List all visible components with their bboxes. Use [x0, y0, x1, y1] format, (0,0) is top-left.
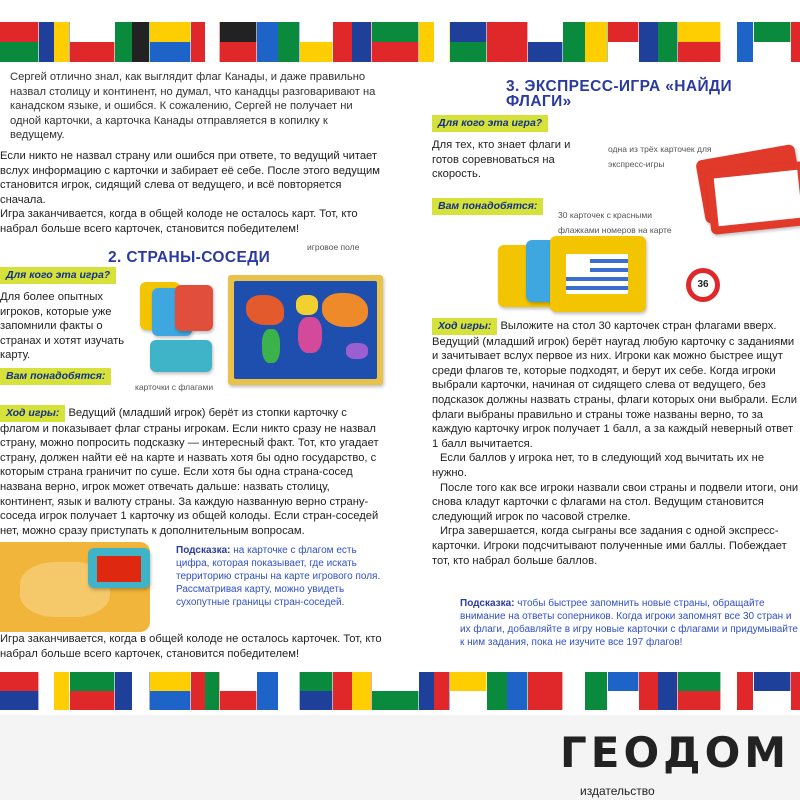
move-tag: Ход игры: — [432, 318, 497, 335]
for-whom-label: Для кого эта игра? — [0, 267, 116, 284]
label-30-cards: 30 карточек с красными флажками номеров на карте — [558, 210, 672, 235]
for-whom-label: Для кого эта игра? — [432, 115, 548, 132]
for-whom-text: Для более опытных игроков, которые уже запомнили факты о странах и хотят изучать карту. — [0, 291, 125, 362]
intro-paragraph-3: Игра заканчивается, когда в общей колоде не осталось карт. Тот, кто набрал больше всего карточек, становится победителем! — [0, 208, 358, 235]
label-task-card: одна из трёх карточек для экспресс-игры — [608, 144, 712, 169]
need-tag — [0, 368, 111, 385]
label-game-field: игровое поле — [307, 242, 360, 252]
border-flag — [300, 22, 333, 62]
border-flag — [487, 672, 528, 710]
for-whom-text: Для тех, кто знает флаги и готов соревноваться на скорость. — [432, 139, 571, 181]
section-title-neighbors: 2. СТРАНЫ-СОСЕДИ — [108, 248, 271, 266]
hint-block — [460, 597, 800, 649]
border-flag — [721, 672, 754, 710]
for-whom-tag — [0, 267, 116, 284]
end-text: Игра заканчивается, когда в общей колоде не осталось карточек. Тот, кто набрал больше всего карточек, становится победителем! — [0, 633, 382, 660]
intro-paragraph-1: Сергей отлично знал, как выглядит флаг Канады, и даже правильно назвал столицу и континент, но думал, что канадцы разговаривают на канадском языке, и ошибся. К сожалению, Сергей не получает ни одной карточки, а карточка Канады отправляется в копилку к ведущему. — [10, 71, 376, 142]
map-marker-icon — [686, 268, 720, 302]
border-flag — [220, 672, 257, 710]
move-block — [0, 405, 386, 538]
card-box-illustration — [150, 340, 212, 372]
border-flag — [528, 672, 563, 710]
move-text-4: Игра завершается, когда сыграны все задания с одной экспресс-карточки. Игроки подсчитывают полученные ими баллы. Побеждает тот, кто набрал больше баллов. — [432, 525, 787, 567]
border-flag — [639, 22, 678, 62]
border-flag — [791, 672, 800, 710]
border-flag — [191, 672, 220, 710]
border-flag — [115, 22, 150, 62]
marker-number: 36 — [691, 273, 715, 297]
border-flag — [754, 22, 791, 62]
border-flag — [608, 672, 639, 710]
border-flag — [450, 672, 487, 710]
hint-block — [176, 544, 384, 609]
right-page — [410, 70, 800, 648]
border-flag — [191, 22, 220, 62]
publisher-caption: издательство — [580, 784, 655, 798]
move-block — [432, 318, 800, 568]
flag-card-uruguay — [550, 236, 646, 312]
border-flag — [372, 672, 419, 710]
game-field-map — [228, 275, 383, 385]
hint-label: Подсказка: — [176, 545, 231, 556]
left-page — [0, 70, 392, 660]
border-flag — [419, 22, 450, 62]
border-flag — [70, 672, 115, 710]
border-flag — [608, 22, 639, 62]
border-flag — [754, 672, 791, 710]
hint-flag-card — [88, 548, 150, 588]
border-flag — [333, 22, 372, 62]
publisher-logo: ГЕОДОМ — [560, 728, 791, 777]
border-flag — [639, 672, 678, 710]
need-label: Вам понадобятся: — [432, 198, 543, 215]
border-flag — [300, 672, 333, 710]
border-flag — [487, 22, 528, 62]
border-flag — [115, 672, 150, 710]
hint-label: Подсказка: — [460, 598, 515, 609]
flag-border-bottom — [0, 672, 800, 710]
need-label: Вам понадобятся: — [0, 368, 111, 385]
move-text-3: После того как все игроки назвали свои страны и подвели итоги, они снова кладут карточки с флагами на стол. Ведущим становится следующий игрок по часовой стрелке. — [432, 481, 799, 523]
border-flag — [39, 22, 70, 62]
move-text: Ведущий (младший игрок) берёт из стопки карточку с флагом и показывает флаг страны игрокам. Если никто сразу не назвал страну, можно попросить подсказку — интересный факт. Тот, кто угадает страну, должен найти её на карте и назвать хотя бы одно государство, с которым страна граничит по суше. Если хотя бы одна страна-сосед названа верно, игрок может отвечать дальше: назвать столицу, континент, язык и валюту страны. За каждую названную верно страну-соседа игрок получает 1 карточку из общей колоды. Если стран-соседей нет, можно сразу приступать к дополнительным вопросам. — [0, 407, 379, 537]
border-flag — [419, 672, 450, 710]
border-flag — [678, 22, 721, 62]
flag-border-top — [0, 22, 800, 62]
move-text-1: Выложите на стол 30 карточек стран флагами вверх. Ведущий (младший игрок) берёт наугад любую карточку с заданиями и зачитывает вслух первое из них. Игроки как можно быстрее ищут среди флагов те, которые подходят, и берут их себе. Когда игроки выбрали карточки, начиная от сидящего слева от ведущего, без подсказок должны назвать страны, флаги которых они выбрали. Если флаги выбраны правильно и страны тоже названы верно, то за каждую карточку игрок получает 1 балл, а за каждый неверный ответ 1 балл вычитается. — [432, 320, 797, 450]
border-flag — [333, 672, 372, 710]
move-text-2: Если баллов у игрока нет, то в следующий ход вычитать их не нужно. — [432, 452, 765, 479]
flag-card-illustration — [175, 285, 213, 331]
border-flag — [257, 22, 300, 62]
border-flag — [563, 22, 608, 62]
border-flag — [150, 22, 191, 62]
border-flag — [721, 22, 754, 62]
border-flag — [450, 22, 487, 62]
for-whom-tag — [432, 115, 548, 132]
need-tag — [432, 198, 543, 215]
section-title-express: 3. ЭКСПРЕСС-ИГРА «НАЙДИ ФЛАГИ» — [506, 78, 733, 110]
border-flag — [791, 22, 800, 62]
border-flag — [70, 22, 115, 62]
border-flag — [150, 672, 191, 710]
border-flag — [0, 22, 39, 62]
border-flag — [678, 672, 721, 710]
label-flag-cards: карточки с флагами — [135, 382, 214, 392]
border-flag — [0, 672, 39, 710]
move-tag: Ход игры: — [0, 405, 65, 422]
hint-text: на карточке с флагом есть цифра, которая показывает, где искать территорию страны на карте игрового поля. Рассматривая карту, можно увидеть сухопутные границы стран-соседей. — [176, 545, 381, 608]
border-flag — [528, 22, 563, 62]
border-flag — [563, 672, 608, 710]
task-card-illustration — [705, 161, 800, 235]
hint-text: чтобы быстрее запомнить новые страны, обращайте внимание на ответы соперников. Когда игроки запомнят все 30 стран и их флаги, добавляйте в игру новые карточки с флагами и придумывайте к ним задания, пока не изучите все 197 флагов! — [460, 598, 798, 648]
intro-paragraph-2: Если никто не назвал страну или ошибся при ответе, то ведущий читает вслух информацию с карточки и забирает её себе. После этого ведущим становится игрок, сидящий слева от ведущего, и всё повторяется сначала. — [0, 149, 380, 206]
border-flag — [372, 22, 419, 62]
border-flag — [257, 672, 300, 710]
border-flag — [220, 22, 257, 62]
border-flag — [39, 672, 70, 710]
